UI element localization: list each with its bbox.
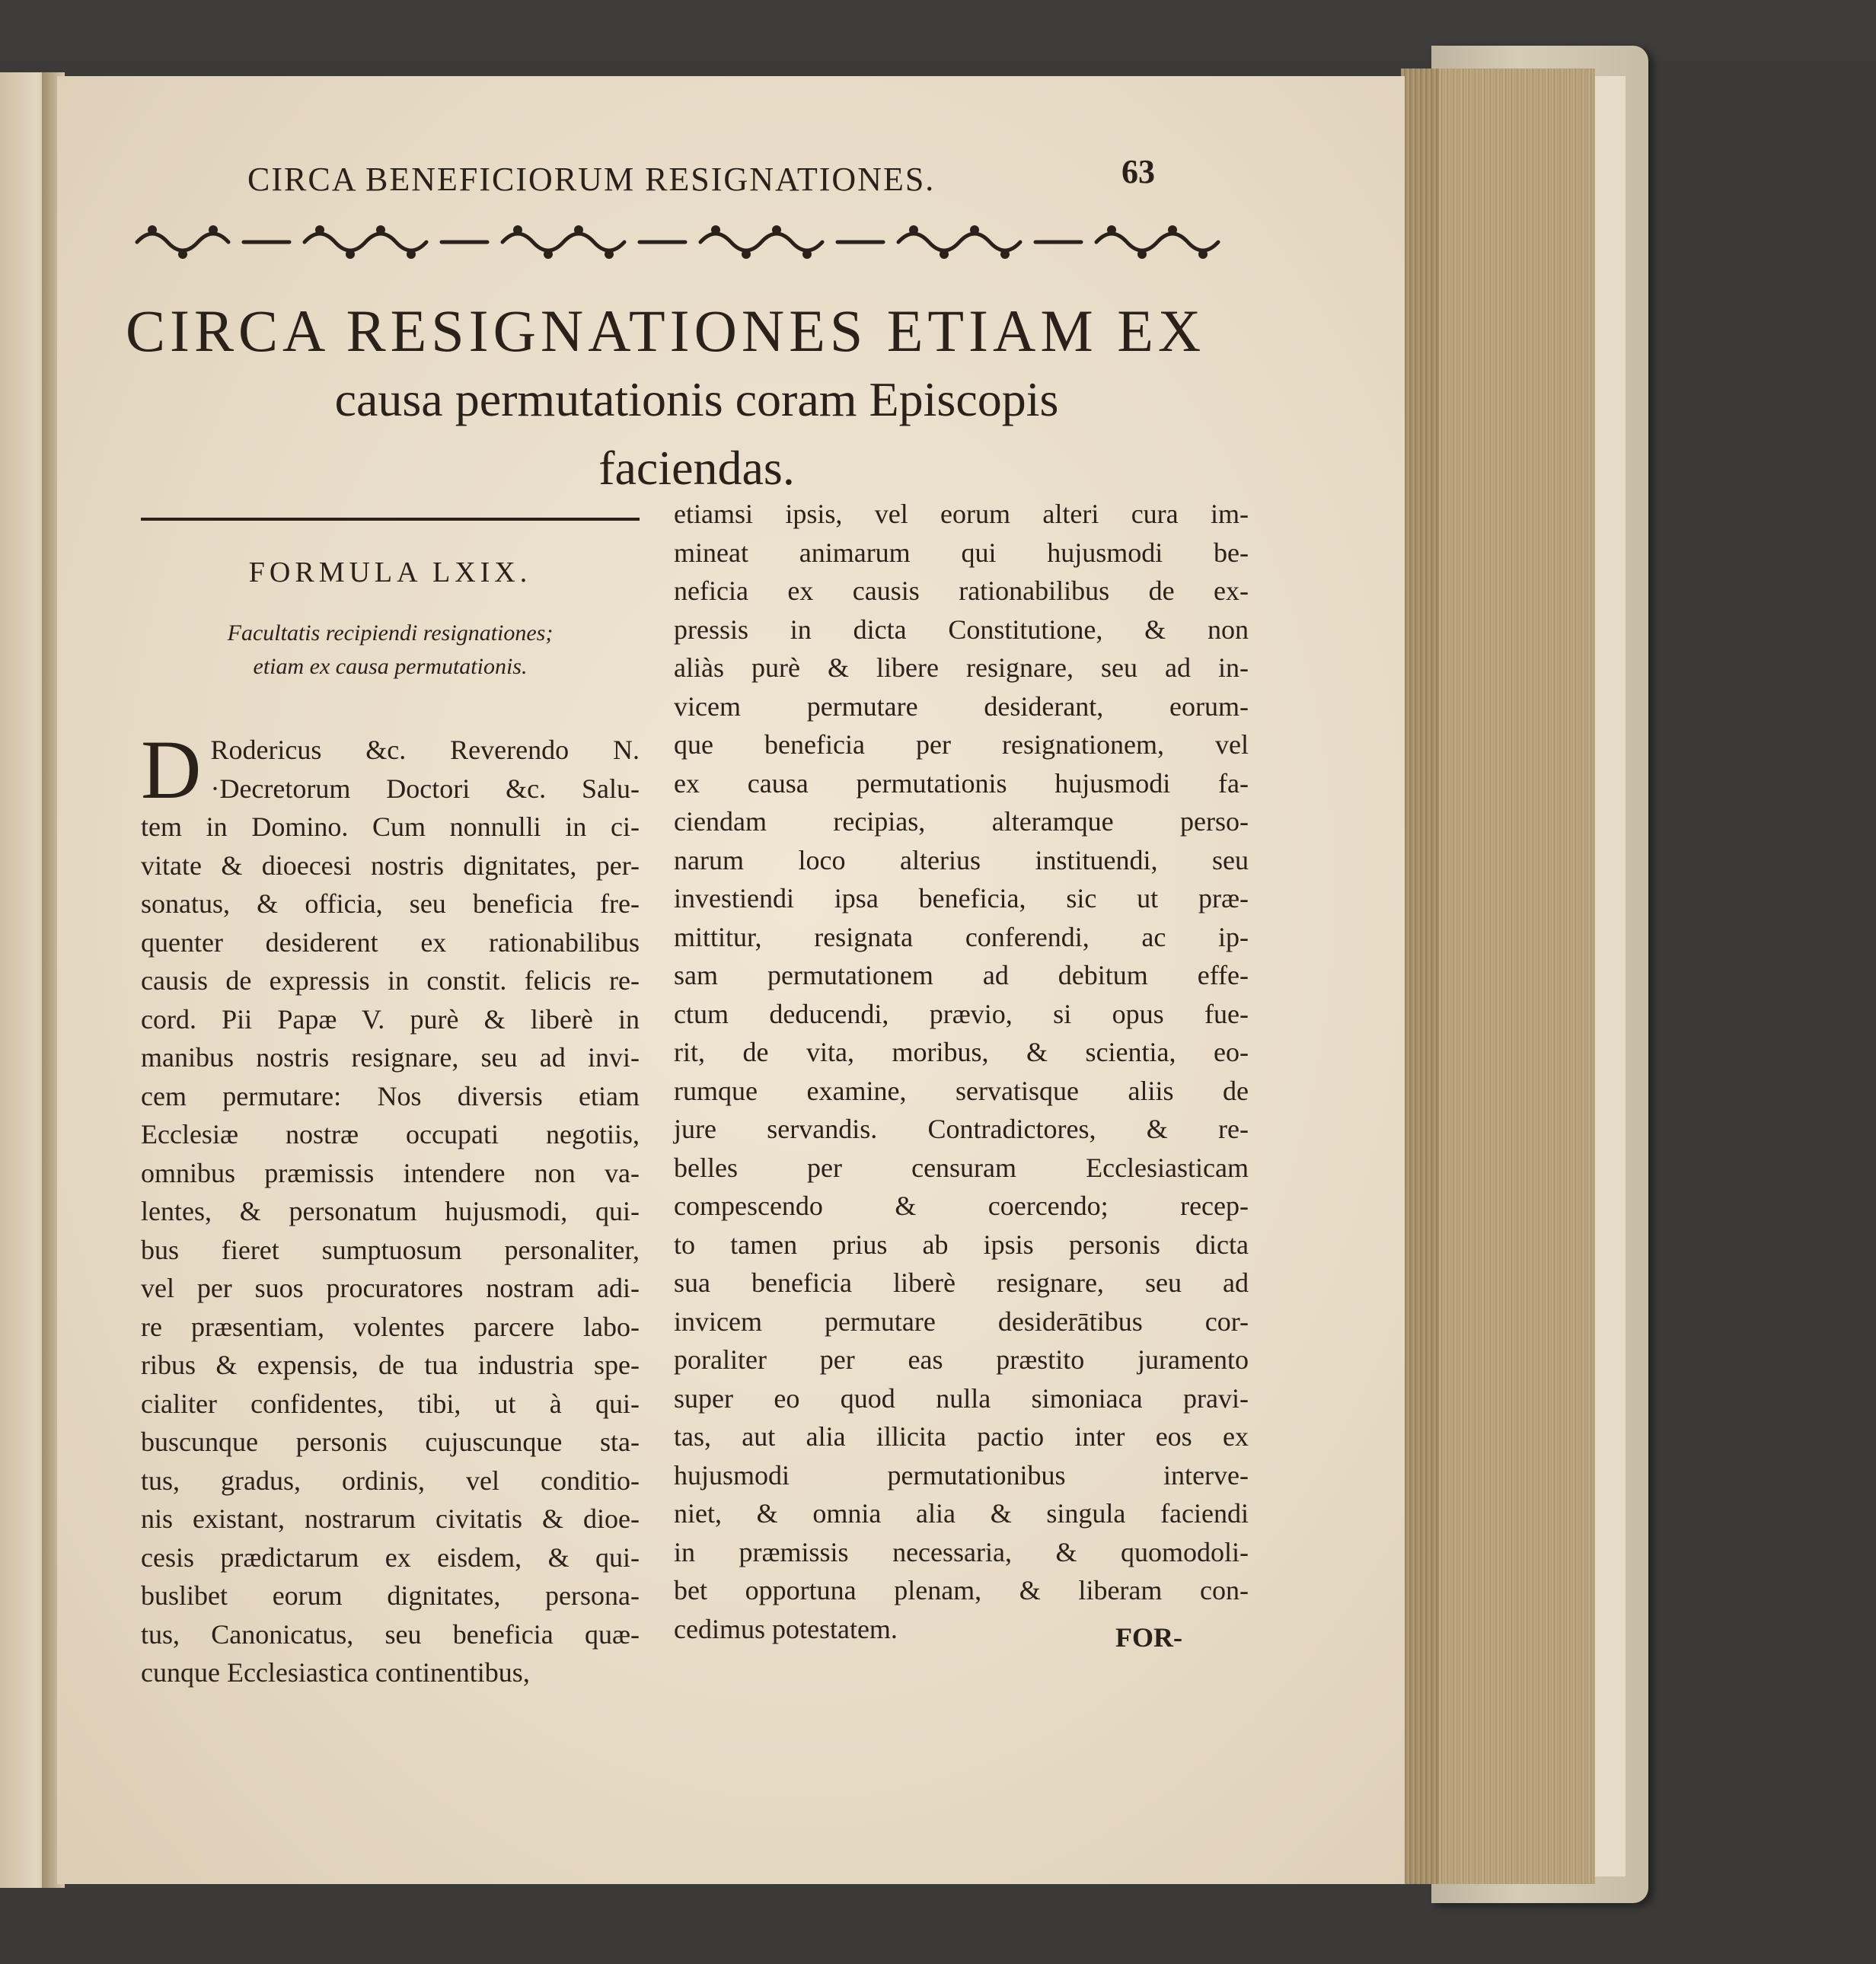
right-column-line: investiendi ipsa beneficia, sic ut præ-	[674, 883, 1249, 913]
left-column-line: nis existant, nostrarum civitatis & dioe-	[141, 1503, 640, 1534]
title-line-3: faciendas.	[598, 441, 795, 495]
page-edges-highlight	[1439, 69, 1595, 1884]
formula-subtitle-line-1: Facultatis recipiendi resignationes;	[227, 620, 554, 646]
left-column-line: cem permutare: Nos diversis etiam	[141, 1080, 640, 1111]
right-column-line: vicem permutare desiderant, eorum-	[674, 690, 1249, 722]
left-column-line: Ecclesiæ nostræ occupati negotiis,	[141, 1119, 640, 1149]
right-column-line: belles per censuram Ecclesiasticam	[674, 1152, 1249, 1183]
right-column-line: cedimus potestatem.	[674, 1613, 898, 1644]
right-column-line: poraliter per eas præstito juramento	[674, 1344, 1249, 1375]
left-column-line: sonatus, & officia, seu beneficia fre-	[141, 888, 640, 919]
right-column-line: que beneficia per resignationem, vel	[674, 729, 1249, 760]
left-column-line: quenter desiderent ex rationabilibus	[141, 926, 640, 958]
left-column-line: cord. Pii Papæ V. purè & liberè in	[141, 1003, 640, 1035]
page-number: 63	[1121, 153, 1155, 190]
right-column-line: narum loco alterius instituendi, seu	[674, 844, 1249, 875]
right-column-line: mineat animarum qui hujusmodi be-	[674, 537, 1249, 568]
right-column-line: sua beneficia liberè resignare, seu ad	[674, 1267, 1249, 1298]
left-column-line: manibus nostris resignare, seu ad invi-	[141, 1042, 640, 1073]
left-column-line: vitate & dioecesi nostris dignitates, per-	[141, 850, 640, 881]
section-rule	[141, 518, 640, 521]
right-column-line: ex causa permutationis hujusmodi fa-	[674, 767, 1249, 799]
recto-page	[57, 76, 1405, 1884]
left-column-line: Rodericus &c. Reverendo N.	[210, 735, 640, 765]
right-column-line: to tamen prius ab ipsis personis dicta	[674, 1229, 1249, 1260]
right-column	[674, 495, 1249, 1648]
left-column-line: causis de expressis in constit. felicis re-	[141, 965, 640, 996]
ornament-band-icon	[129, 219, 1249, 265]
running-head: CIRCA BENEFICIORUM RESIGNATIONES.	[247, 161, 936, 198]
right-column-line: mittitur, resignata conferendi, ac ip-	[674, 921, 1249, 952]
right-column-line: super eo quod nulla simoniaca pravi-	[674, 1382, 1249, 1414]
right-column-line: compescendo & coercendo; recep-	[674, 1191, 1249, 1221]
right-column-line: sam permutationem ad debitum effe-	[674, 960, 1249, 990]
right-column-line: pressis in dicta Constitutione, & non	[674, 614, 1249, 645]
right-column-line: bet opportuna plenam, & liberam con-	[674, 1575, 1249, 1605]
title-line-2: causa permutationis coram Episcopis	[334, 372, 1059, 426]
right-column-line: in præmissis necessaria, & quomodoli-	[674, 1536, 1249, 1567]
right-column-line: tas, aut alia illicita pactio inter eos ex	[674, 1421, 1249, 1452]
chapter-title	[126, 297, 1268, 502]
formula-heading: FORMULA LXIX.	[248, 556, 532, 588]
left-column-line: buscunque personis cujuscunque sta-	[141, 1427, 640, 1457]
left-column	[141, 723, 640, 1692]
left-column-line: cialiter confidentes, tibi, ut à qui-	[141, 1388, 640, 1419]
right-column-line: rit, de vita, moribus, & scientia, eo-	[674, 1037, 1249, 1067]
right-column-line: ciendam recipias, alteramque perso-	[674, 806, 1249, 837]
right-column-line: neficia ex causis rationabilibus de ex-	[674, 575, 1249, 606]
left-column-line: cesis prædictarum ex eisdem, & qui-	[141, 1542, 640, 1573]
pastedown-sheet	[1595, 76, 1626, 1876]
left-column-line: ·Decretorum Doctori &c. Salu-	[210, 773, 640, 804]
formula-subtitle	[141, 617, 640, 684]
catchword: FOR-	[1115, 1622, 1182, 1653]
left-column-line: tem in Domino. Cum nonnulli in ci-	[141, 811, 640, 842]
left-column-line: tus, gradus, ordinis, vel conditio-	[141, 1465, 640, 1496]
left-column-line: vel per suos procuratores nostram adi-	[141, 1273, 640, 1303]
left-column-line: ribus & expensis, de tua industria spe-	[141, 1350, 640, 1380]
right-column-line: aliàs purè & libere resignare, seu ad in-	[674, 652, 1249, 683]
left-column-line: tus, Canonicatus, seu beneficia quæ-	[141, 1618, 640, 1650]
left-column-line: buslibet eorum dignitates, persona-	[141, 1580, 640, 1611]
left-column-line: lentes, & personatum hujusmodi, qui-	[141, 1196, 640, 1226]
left-column-line: cunque Ecclesiastica continentibus,	[141, 1657, 530, 1688]
right-column-line: invicem permutare desiderātibus cor-	[674, 1306, 1249, 1337]
left-column-line: omnibus præmissis intendere non va-	[141, 1157, 640, 1188]
right-column-line: etiamsi ipsis, vel eorum alteri cura im-	[674, 499, 1249, 529]
right-column-line: niet, & omnia alia & singula faciendi	[674, 1498, 1249, 1529]
right-column-line: rumque examine, servatisque aliis de	[674, 1075, 1249, 1106]
left-column-line: bus fieret sumptuosum personaliter,	[141, 1234, 640, 1265]
title-line-1: CIRCA RESIGNATIONES ETIAM EX	[126, 298, 1206, 364]
right-column-line: jure servandis. Contradictores, & re-	[674, 1114, 1249, 1144]
right-column-line: hujusmodi permutationibus interve-	[674, 1459, 1249, 1491]
left-column-lines	[141, 723, 640, 1692]
left-column-line: re præsentiam, volentes parcere labo-	[141, 1311, 640, 1342]
drop-cap: D	[141, 723, 202, 816]
right-column-line: ctum deducendi, prævio, si opus fue-	[674, 998, 1249, 1029]
formula-subtitle-line-2: etiam ex causa permutationis.	[253, 654, 528, 679]
right-column-lines	[674, 495, 1249, 1648]
